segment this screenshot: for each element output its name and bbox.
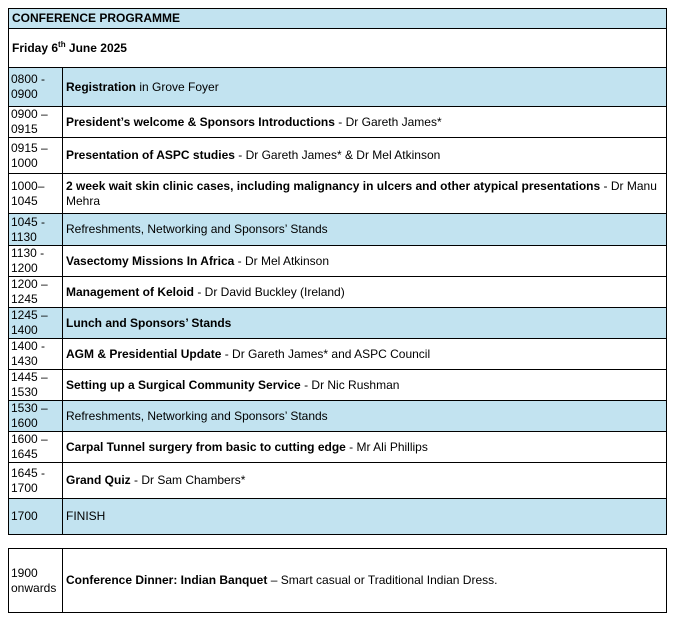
session-description — [63, 277, 667, 308]
dinner-time: 1900 onwards — [9, 549, 63, 613]
session-row — [9, 401, 667, 432]
session-row — [9, 499, 667, 535]
programme-title-row — [9, 9, 667, 29]
session-row — [9, 308, 667, 339]
session-description — [63, 214, 667, 246]
session-title: 2 week wait skin clinic cases, including malignancy in ulcers and other atypical presentations — [66, 178, 601, 193]
session-time: 0800 - 0900 — [9, 68, 63, 107]
session-row — [9, 277, 667, 308]
session-detail: in Grove Foyer — [136, 79, 219, 94]
session-detail: - Dr Sam Chambers* — [130, 473, 246, 487]
session-detail: FINISH — [66, 509, 106, 523]
session-row — [9, 174, 667, 214]
session-title: Vasectomy Missions In Africa — [66, 253, 235, 268]
session-row — [9, 107, 667, 138]
session-row — [9, 432, 667, 463]
session-description — [63, 107, 667, 138]
programme-table — [8, 8, 667, 535]
session-title: Registration — [66, 79, 137, 94]
session-title: Grand Quiz — [66, 473, 131, 487]
session-time: 0915 – 1000 — [9, 138, 63, 174]
programme-date: Friday 6th June 2025 — [9, 29, 667, 68]
session-detail: - Dr Mel Atkinson — [234, 253, 329, 268]
session-row — [9, 68, 667, 107]
session-time: 1130 - 1200 — [9, 246, 63, 277]
session-description — [63, 246, 667, 277]
session-detail: - Dr Gareth James* & Dr Mel Atkinson — [234, 148, 441, 162]
session-row — [9, 370, 667, 401]
session-description — [63, 308, 667, 339]
date-row — [9, 29, 667, 68]
session-time: 1600 – 1645 — [9, 432, 63, 463]
dinner-description: Conference Dinner: Indian Banquet – Smart casual or Traditional Indian Dress. — [63, 549, 667, 613]
session-time: 1245 – 1400 — [9, 308, 63, 339]
session-detail: - Dr Gareth James* and ASPC Council — [221, 346, 431, 361]
session-detail: Refreshments, Networking and Sponsors’ Stands — [66, 222, 328, 236]
session-description — [63, 499, 667, 535]
session-time: 1200 – 1245 — [9, 277, 63, 308]
session-time: 1000– 1045 — [9, 174, 63, 214]
session-description — [63, 432, 667, 463]
session-description — [63, 68, 667, 107]
session-title: Setting up a Surgical Community Service — [66, 377, 301, 392]
session-time: 1400 - 1430 — [9, 339, 63, 370]
session-row — [9, 246, 667, 277]
session-description — [63, 463, 667, 499]
session-description — [63, 138, 667, 174]
session-time: 1445 – 1530 — [9, 370, 63, 401]
session-time: 1045 - 1130 — [9, 214, 63, 246]
session-time: 0900 – 0915 — [9, 107, 63, 138]
session-title: AGM & Presidential Update — [66, 346, 222, 361]
session-detail: - Dr Manu Mehra — [66, 178, 657, 208]
session-detail: - Dr David Buckley (Ireland) — [194, 284, 345, 299]
session-time: 1700 — [9, 499, 63, 535]
session-time: 1530 – 1600 — [9, 401, 63, 432]
session-title: Lunch and Sponsors’ Stands — [66, 315, 232, 330]
session-detail: - Dr Gareth James* — [334, 114, 442, 129]
session-description — [63, 174, 667, 214]
session-row — [9, 214, 667, 246]
session-detail: - Mr Ali Phillips — [345, 439, 428, 454]
session-detail: - Dr Nic Rushman — [300, 377, 400, 392]
session-title: President’s welcome & Sponsors Introductions — [66, 114, 335, 129]
session-title: Carpal Tunnel surgery from basic to cutting edge — [66, 439, 346, 454]
session-row — [9, 463, 667, 499]
session-row — [9, 138, 667, 174]
session-title: Presentation of ASPC studies — [66, 148, 235, 162]
session-title: Management of Keloid — [66, 284, 195, 299]
dinner-table — [8, 548, 667, 613]
session-description — [63, 370, 667, 401]
session-description — [63, 401, 667, 432]
dinner-row — [9, 549, 667, 613]
programme-title: CONFERENCE PROGRAMME — [9, 9, 667, 29]
session-detail: Refreshments, Networking and Sponsors’ Stands — [66, 408, 328, 423]
session-row — [9, 339, 667, 370]
session-time: 1645 - 1700 — [9, 463, 63, 499]
session-description — [63, 339, 667, 370]
